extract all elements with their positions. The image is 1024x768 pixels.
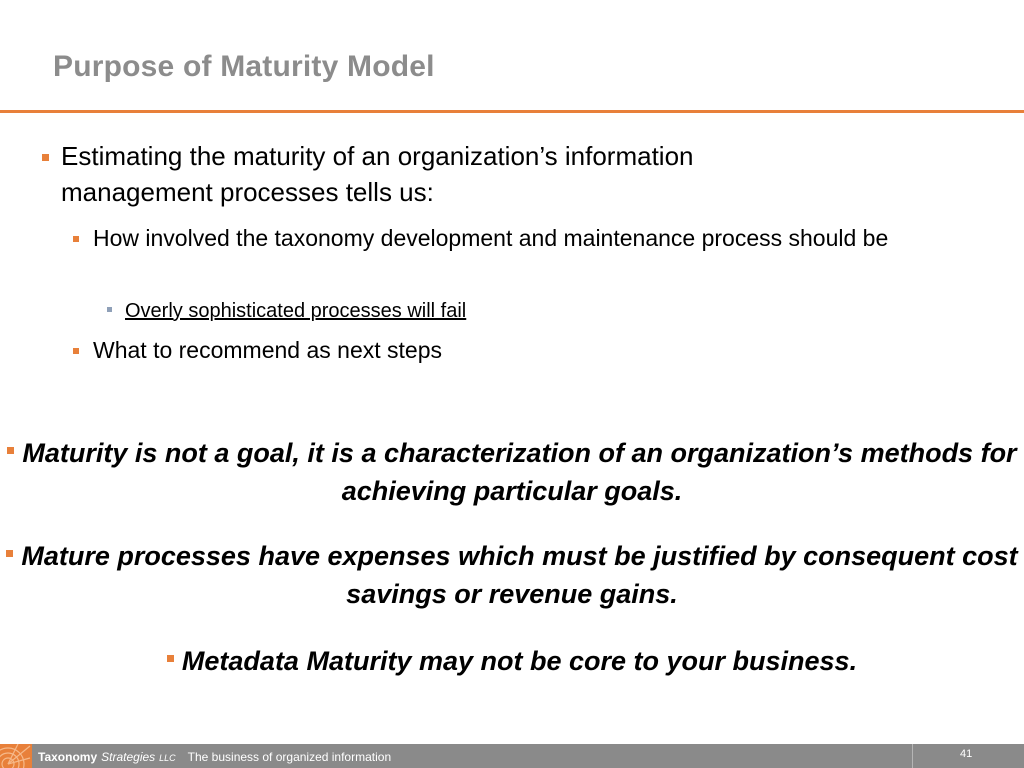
emphasis-statement-1 [0,434,1024,510]
footer-brand [38,750,391,764]
square-bullet-icon [7,447,14,454]
emphasis-statement-2 [0,537,1024,613]
footer-divider [912,744,913,768]
bullet-text: How involved the taxonomy development and maintenance process should be [93,225,889,251]
bullet-level1 [42,138,842,210]
square-bullet-icon [107,307,112,312]
emphasis-statement-3 [0,642,1024,680]
bullet-text: What to recommend as next steps [93,337,442,363]
square-bullet-icon [73,236,79,242]
bullet-text: Estimating the maturity of an organization’s information management processes tells us: [61,141,694,207]
bullet-level2-first [73,222,973,254]
emphasis-text: Metadata Maturity may not be core to your business. [181,646,858,676]
square-bullet-icon [167,655,174,662]
emphasis-text: Maturity is not a goal, it is a characterization of an organization’s methods for achieving particular goals. [22,438,1017,506]
title-divider [0,110,1024,113]
bullet-level2-second [73,334,673,366]
slide-title: Purpose of Maturity Model [53,50,435,83]
logo-icon [0,744,32,768]
brand-name: Taxonomy [38,750,98,764]
square-bullet-icon [73,348,79,354]
brand-tagline: The business of organized information [187,750,392,764]
emphasis-text: Mature processes have expenses which must be justified by consequent cost savings or revenue gains. [21,541,1018,609]
square-bullet-icon [6,550,13,557]
brand-subname: Strategies [101,750,156,764]
page-number: 41 [960,748,973,760]
bullet-text-underlined: Overly sophisticated processes will fail [125,300,467,322]
footer-bar [0,744,1024,768]
square-bullet-icon [42,154,49,161]
brand-llc: LLC [159,753,176,763]
bullet-level3 [107,298,707,324]
